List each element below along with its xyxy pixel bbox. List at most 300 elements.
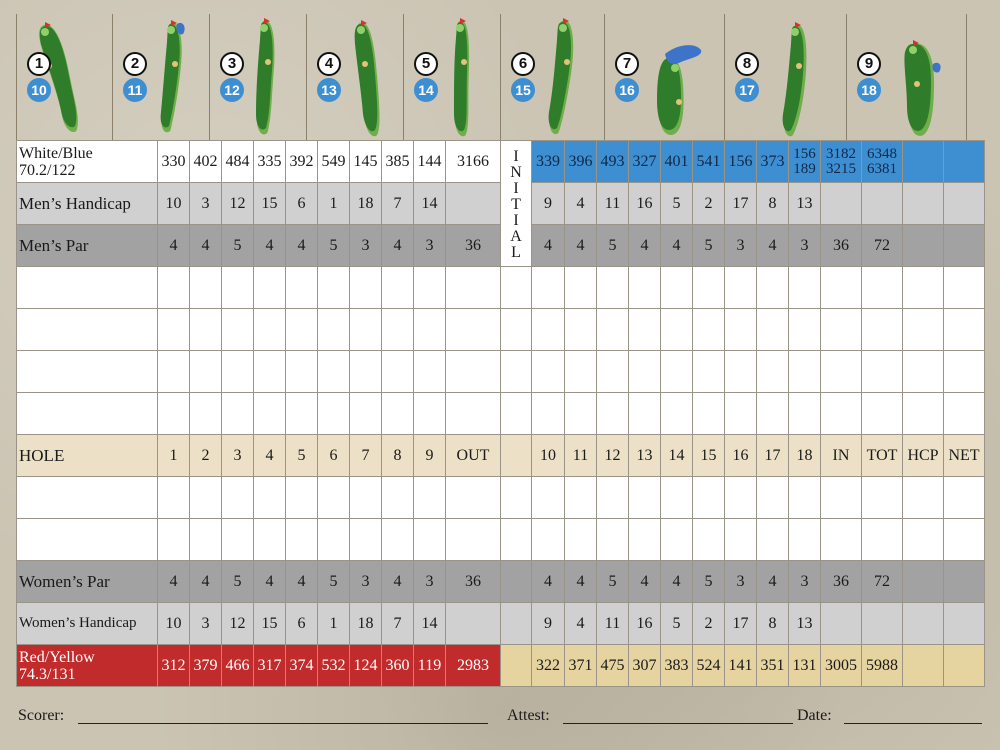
score-entry-cell[interactable] [446, 351, 501, 393]
front-hole-cell: 532 [318, 645, 350, 687]
tee-rating-slope: 70.2/122 [19, 161, 76, 179]
score-entry-cell[interactable] [661, 519, 693, 561]
score-entry-cell[interactable] [190, 477, 222, 519]
score-entry-cell[interactable] [414, 267, 446, 309]
out-total-cell: 2983 [446, 645, 501, 687]
front-hole-cell: 6 [286, 183, 318, 225]
score-entry-cell[interactable] [944, 309, 985, 351]
score-entry-cell[interactable] [725, 267, 757, 309]
score-entry-cell[interactable] [350, 519, 382, 561]
front-hole-cell: 317 [254, 645, 286, 687]
score-entry-cell[interactable] [565, 393, 597, 435]
front-hole-cell: 385 [382, 141, 414, 183]
score-entry-cell[interactable] [725, 309, 757, 351]
score-entry-cell[interactable] [565, 267, 597, 309]
back-hole-cell: 4 [565, 183, 597, 225]
score-entry-cell[interactable] [693, 477, 725, 519]
score-entry-cell[interactable] [254, 393, 286, 435]
score-entry-cell[interactable] [661, 309, 693, 351]
back-hole-cell: 17 [757, 435, 789, 477]
score-entry-cell[interactable] [757, 267, 789, 309]
score-entry-cell[interactable] [190, 393, 222, 435]
row-label [17, 645, 158, 687]
row-red [17, 645, 985, 687]
back-hole-cell [789, 141, 821, 183]
player-name-cell[interactable] [17, 477, 158, 519]
score-entry-cell[interactable] [446, 477, 501, 519]
out-total-cell: 36 [446, 561, 501, 603]
score-entry-cell[interactable] [565, 519, 597, 561]
score-entry-cell[interactable] [532, 477, 565, 519]
score-entry-cell[interactable] [190, 309, 222, 351]
front-hole-cell: 4 [158, 225, 190, 267]
back-hole-number: 10 [27, 78, 51, 102]
score-entry-cell[interactable] [318, 393, 350, 435]
hole-diagram-4 [307, 14, 404, 140]
back-hole-number: 16 [615, 78, 639, 102]
front-hole-cell: 14 [414, 183, 446, 225]
score-entry-cell[interactable] [597, 477, 629, 519]
score-entry-cell[interactable] [382, 351, 414, 393]
front-hole-cell: 4 [254, 435, 286, 477]
score-entry-cell[interactable] [821, 477, 862, 519]
back-hole-cell: 4 [565, 561, 597, 603]
score-entry-cell[interactable] [532, 351, 565, 393]
score-entry-cell[interactable] [318, 519, 350, 561]
back-hole-cell: 3 [725, 561, 757, 603]
player-name-cell[interactable] [17, 519, 158, 561]
score-entry-cell[interactable] [565, 309, 597, 351]
total-cell: 36 [821, 561, 862, 603]
front-hole-cell: 144 [414, 141, 446, 183]
score-entry-cell[interactable] [382, 519, 414, 561]
row-hole [17, 435, 985, 477]
row-wpar [17, 561, 985, 603]
player-score-row-4 [17, 393, 985, 435]
score-entry-cell[interactable] [254, 519, 286, 561]
score-entry-cell[interactable] [903, 393, 944, 435]
front-hole-cell: 119 [414, 645, 446, 687]
score-entry-cell[interactable] [944, 477, 985, 519]
score-entry-cell[interactable] [725, 519, 757, 561]
score-entry-cell[interactable] [222, 477, 254, 519]
score-entry-cell[interactable] [789, 393, 821, 435]
front-hole-cell: 3 [350, 561, 382, 603]
score-entry-cell[interactable] [693, 309, 725, 351]
back-hole-number: 12 [220, 78, 244, 102]
score-entry-cell[interactable] [757, 351, 789, 393]
score-entry-cell[interactable] [789, 309, 821, 351]
date-label: Date: [797, 707, 832, 724]
score-entry-cell[interactable] [254, 267, 286, 309]
front-hole-number: 1 [27, 52, 51, 76]
front-hole-cell: 312 [158, 645, 190, 687]
score-entry-cell[interactable] [446, 309, 501, 351]
score-entry-cell[interactable] [286, 519, 318, 561]
score-entry-cell[interactable] [862, 477, 903, 519]
score-entry-cell[interactable] [222, 393, 254, 435]
front-hole-cell: 3 [350, 225, 382, 267]
front-hole-cell: 4 [158, 561, 190, 603]
score-entry-cell[interactable] [629, 477, 661, 519]
row-white-blue-yardage [17, 141, 985, 183]
back-hole-cell: 156 [725, 141, 757, 183]
score-entry-cell[interactable] [862, 309, 903, 351]
hole-diagrams-strip [16, 14, 984, 140]
scorer-label: Scorer: [18, 707, 65, 724]
back-hole-cell: 18 [789, 435, 821, 477]
row-label: Men’s Par [17, 225, 158, 267]
net-cell [944, 141, 985, 183]
score-entry-cell[interactable] [158, 267, 190, 309]
score-entry-cell[interactable] [903, 519, 944, 561]
back-hole-cell: 13 [789, 183, 821, 225]
back-hole-cell: 475 [597, 645, 629, 687]
back-hole-cell: 351 [757, 645, 789, 687]
score-entry-cell[interactable] [286, 477, 318, 519]
front-hole-cell: 10 [158, 603, 190, 645]
score-entry-cell[interactable] [414, 477, 446, 519]
back-hole-cell: 396 [565, 141, 597, 183]
score-entry-cell[interactable] [222, 351, 254, 393]
score-entry-cell[interactable] [725, 351, 757, 393]
score-entry-cell[interactable] [190, 351, 222, 393]
score-entry-cell[interactable] [350, 393, 382, 435]
back-hole-cell: 373 [757, 141, 789, 183]
score-entry-cell[interactable] [350, 267, 382, 309]
score-entry-cell[interactable] [382, 393, 414, 435]
total-cell: 72 [862, 561, 903, 603]
blue-tot-total: 6381 [867, 160, 897, 177]
score-entry-cell[interactable] [382, 267, 414, 309]
score-entry-cell[interactable] [350, 351, 382, 393]
back-hole-cell: 2 [693, 183, 725, 225]
score-entry-cell[interactable] [222, 267, 254, 309]
score-entry-cell[interactable] [222, 309, 254, 351]
back-hole-cell: 401 [661, 141, 693, 183]
score-entry-cell[interactable] [382, 309, 414, 351]
hole-map-icon [847, 14, 967, 140]
score-entry-cell[interactable] [158, 393, 190, 435]
date-line[interactable] [844, 723, 982, 724]
score-entry-cell[interactable] [532, 393, 565, 435]
player-score-row-2 [17, 309, 985, 351]
row-label: Women’s Handicap [17, 603, 158, 645]
total-cell [903, 603, 944, 645]
score-entry-cell[interactable] [629, 309, 661, 351]
back-hole-cell: 383 [661, 645, 693, 687]
spacer-cell [501, 435, 532, 477]
score-entry-cell[interactable] [757, 309, 789, 351]
back-hole-cell: 141 [725, 645, 757, 687]
score-entry-cell[interactable] [821, 393, 862, 435]
score-entry-cell[interactable] [286, 351, 318, 393]
score-entry-cell[interactable] [446, 393, 501, 435]
initial-entry-cell[interactable] [501, 309, 532, 351]
score-entry-cell[interactable] [565, 351, 597, 393]
front-hole-cell: 2 [190, 435, 222, 477]
front-hole-number: 9 [857, 52, 881, 76]
front-hole-cell: 1 [318, 183, 350, 225]
attest-signature-line[interactable] [563, 723, 793, 724]
score-entry-cell[interactable] [757, 393, 789, 435]
score-entry-cell[interactable] [414, 309, 446, 351]
score-entry-cell[interactable] [532, 309, 565, 351]
score-entry-cell[interactable] [629, 519, 661, 561]
score-entry-cell[interactable] [318, 351, 350, 393]
front-hole-cell: 4 [382, 561, 414, 603]
score-entry-cell[interactable] [597, 351, 629, 393]
back-hole-cell: 4 [661, 225, 693, 267]
score-entry-cell[interactable] [286, 309, 318, 351]
out-total-cell: OUT [446, 435, 501, 477]
back-hole-cell: 327 [629, 141, 661, 183]
front-hole-cell: 6 [286, 603, 318, 645]
score-entry-cell[interactable] [693, 351, 725, 393]
total-cell [903, 645, 944, 687]
score-entry-cell[interactable] [254, 309, 286, 351]
score-entry-cell[interactable] [532, 267, 565, 309]
score-entry-cell[interactable] [903, 351, 944, 393]
score-entry-cell[interactable] [789, 477, 821, 519]
score-entry-cell[interactable] [318, 267, 350, 309]
initial-letter: I [513, 147, 519, 165]
score-entry-cell[interactable] [661, 267, 693, 309]
back-hole-number: 18 [857, 78, 881, 102]
back-hole-cell: 2 [693, 603, 725, 645]
score-entry-cell[interactable] [693, 393, 725, 435]
front-hole-number: 7 [615, 52, 639, 76]
score-entry-cell[interactable] [414, 519, 446, 561]
back-hole-cell: 13 [629, 435, 661, 477]
back-hole-cell: 17 [725, 183, 757, 225]
score-entry-cell[interactable] [629, 393, 661, 435]
total-cell [821, 603, 862, 645]
player-name-cell[interactable] [17, 393, 158, 435]
score-entry-cell[interactable] [446, 519, 501, 561]
back-hole-cell: 4 [565, 603, 597, 645]
front-hole-cell: 335 [254, 141, 286, 183]
score-entry-cell[interactable] [597, 267, 629, 309]
score-entry-cell[interactable] [190, 519, 222, 561]
score-entry-cell[interactable] [158, 309, 190, 351]
front-hole-cell: 4 [286, 225, 318, 267]
back-hole-cell: 13 [789, 603, 821, 645]
score-entry-cell[interactable] [661, 393, 693, 435]
total-cell [862, 183, 903, 225]
score-entry-cell[interactable] [862, 351, 903, 393]
score-entry-cell[interactable] [862, 519, 903, 561]
score-entry-cell[interactable] [629, 351, 661, 393]
score-entry-cell[interactable] [597, 309, 629, 351]
score-entry-cell[interactable] [789, 519, 821, 561]
back-hole-cell: 5 [661, 183, 693, 225]
front-hole-cell: 3 [414, 561, 446, 603]
front-hole-cell: 4 [382, 225, 414, 267]
back-hole-cell: 8 [757, 183, 789, 225]
score-entry-cell[interactable] [286, 393, 318, 435]
row-label: Men’s Handicap [17, 183, 158, 225]
score-entry-cell[interactable] [862, 267, 903, 309]
initial-letter: A [510, 227, 522, 245]
score-entry-cell[interactable] [565, 477, 597, 519]
player-name-cell[interactable] [17, 267, 158, 309]
back-hole-cell: 493 [597, 141, 629, 183]
score-entry-cell[interactable] [350, 309, 382, 351]
player-name-cell[interactable] [17, 309, 158, 351]
score-entry-cell[interactable] [725, 477, 757, 519]
initial-entry-cell[interactable] [501, 477, 532, 519]
total-cell [903, 225, 944, 267]
score-entry-cell[interactable] [757, 519, 789, 561]
back-hole-cell: 4 [757, 561, 789, 603]
front-hole-cell: 8 [382, 435, 414, 477]
back-hole-number: 13 [317, 78, 341, 102]
spacer-cell [501, 603, 532, 645]
front-hole-cell: 484 [222, 141, 254, 183]
score-entry-cell[interactable] [661, 477, 693, 519]
back-hole-cell: 9 [532, 183, 565, 225]
back-hole-cell: 16 [629, 603, 661, 645]
back-hole-cell: 4 [629, 225, 661, 267]
initial-entry-cell[interactable] [501, 351, 532, 393]
score-entry-cell[interactable] [382, 477, 414, 519]
row-label: Women’s Par [17, 561, 158, 603]
score-entry-cell[interactable] [190, 267, 222, 309]
score-entry-cell[interactable] [944, 393, 985, 435]
back-hole-cell: 16 [629, 183, 661, 225]
back-hole-cell: 3 [725, 225, 757, 267]
score-entry-cell[interactable] [821, 519, 862, 561]
score-entry-cell[interactable] [944, 519, 985, 561]
back-hole-cell: 11 [597, 603, 629, 645]
total-cell [903, 183, 944, 225]
back-hole-cell: 16 [725, 435, 757, 477]
hole-map-icon [307, 14, 404, 140]
back-hole-cell: 5 [693, 561, 725, 603]
score-entry-cell[interactable] [821, 309, 862, 351]
back-hole-cell: 15 [693, 435, 725, 477]
front-hole-cell: 14 [414, 603, 446, 645]
total-cell [821, 183, 862, 225]
hole-diagram-7 [605, 14, 725, 140]
score-entry-cell[interactable] [532, 519, 565, 561]
score-entry-cell[interactable] [597, 393, 629, 435]
initial-letter: T [511, 195, 521, 213]
score-entry-cell[interactable] [158, 477, 190, 519]
back-hole-cell: 11 [565, 435, 597, 477]
score-entry-cell[interactable] [350, 477, 382, 519]
score-entry-cell[interactable] [254, 351, 286, 393]
score-entry-cell[interactable] [318, 309, 350, 351]
score-entry-cell[interactable] [903, 477, 944, 519]
score-entry-cell[interactable] [597, 519, 629, 561]
score-entry-cell[interactable] [693, 267, 725, 309]
score-entry-cell[interactable] [286, 267, 318, 309]
back-hole-cell: 17 [725, 603, 757, 645]
front-hole-cell: 1 [318, 603, 350, 645]
row-whcp [17, 603, 985, 645]
score-entry-cell[interactable] [821, 351, 862, 393]
score-entry-cell[interactable] [158, 351, 190, 393]
score-entry-cell[interactable] [821, 267, 862, 309]
signature-footer [18, 703, 984, 729]
hole-map-icon [210, 14, 307, 140]
front-hole-cell: 15 [254, 603, 286, 645]
initial-entry-cell[interactable] [501, 393, 532, 435]
score-entry-cell[interactable] [222, 519, 254, 561]
back-hole-cell: 307 [629, 645, 661, 687]
score-entry-cell[interactable] [903, 267, 944, 309]
score-entry-cell[interactable] [446, 267, 501, 309]
front-hole-cell: 12 [222, 603, 254, 645]
score-entry-cell[interactable] [661, 351, 693, 393]
score-entry-cell[interactable] [757, 477, 789, 519]
score-entry-cell[interactable] [414, 393, 446, 435]
front-hole-cell: 5 [318, 561, 350, 603]
player-name-cell[interactable] [17, 351, 158, 393]
front-hole-number: 5 [414, 52, 438, 76]
score-entry-cell[interactable] [693, 519, 725, 561]
score-entry-cell[interactable] [414, 351, 446, 393]
front-hole-cell: 4 [190, 561, 222, 603]
front-hole-cell: 5 [222, 225, 254, 267]
front-hole-cell: 9 [414, 435, 446, 477]
total-cell: NET [944, 435, 985, 477]
initial-entry-cell[interactable] [501, 267, 532, 309]
total-cell [862, 603, 903, 645]
front-hole-cell: 4 [286, 561, 318, 603]
back-hole-cell: 4 [532, 225, 565, 267]
hole-map-icon [113, 14, 210, 140]
front-hole-cell: 5 [318, 225, 350, 267]
back-hole-cell: 4 [661, 561, 693, 603]
score-entry-cell[interactable] [789, 267, 821, 309]
score-entry-cell[interactable] [254, 477, 286, 519]
initial-entry-cell[interactable] [501, 519, 532, 561]
scorer-signature-line[interactable] [78, 723, 488, 724]
front-hole-cell: 18 [350, 183, 382, 225]
front-hole-cell: 4 [254, 225, 286, 267]
score-entry-cell[interactable] [725, 393, 757, 435]
hole-map-icon [404, 14, 501, 140]
total-cell: 36 [821, 225, 862, 267]
front-hole-cell: 1 [158, 435, 190, 477]
score-entry-cell[interactable] [318, 477, 350, 519]
back-hole-number: 15 [511, 78, 535, 102]
score-entry-cell[interactable] [944, 351, 985, 393]
front-hole-number: 3 [220, 52, 244, 76]
back-hole-cell: 5 [597, 225, 629, 267]
score-entry-cell[interactable] [903, 309, 944, 351]
front-hole-cell: 402 [190, 141, 222, 183]
score-entry-cell[interactable] [862, 393, 903, 435]
initial-label [501, 149, 531, 261]
initial-letter: L [511, 243, 521, 261]
score-entry-cell[interactable] [944, 267, 985, 309]
total-cell: 72 [862, 225, 903, 267]
attest-label: Attest: [507, 707, 550, 724]
total-cell [944, 183, 985, 225]
front-hole-number: 2 [123, 52, 147, 76]
front-hole-cell: 4 [190, 225, 222, 267]
back-hole-cell: 3 [789, 561, 821, 603]
score-entry-cell[interactable] [158, 519, 190, 561]
score-entry-cell[interactable] [629, 267, 661, 309]
hole-diagram-9 [847, 14, 967, 140]
score-entry-cell[interactable] [789, 351, 821, 393]
total-cell: TOT [862, 435, 903, 477]
